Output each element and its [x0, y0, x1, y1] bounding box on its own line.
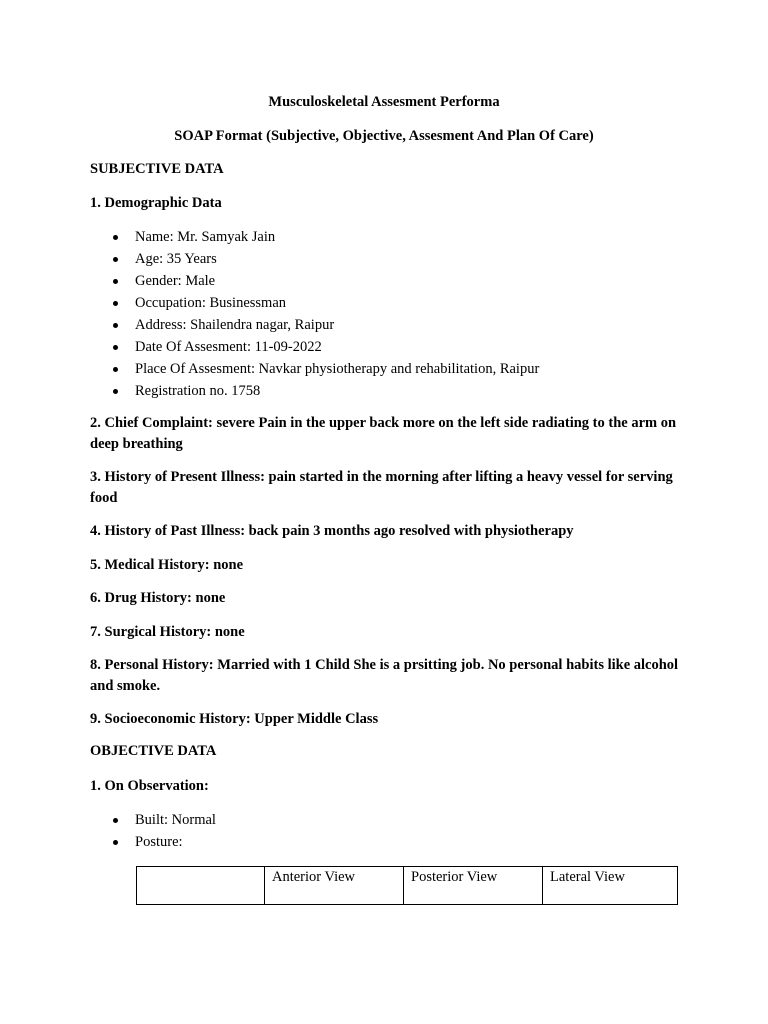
list-item: Address: Shailendra nagar, Raipur — [90, 314, 539, 336]
list-item: Registration no. 1758 — [90, 380, 539, 402]
bullet-icon — [113, 367, 118, 372]
socioeconomic-history: 9. Socioeconomic History: Upper Middle Class — [90, 711, 379, 727]
bullet-icon — [113, 301, 118, 306]
list-item: Built: Normal — [90, 809, 216, 831]
drug-history: 6. Drug History: none — [90, 590, 226, 606]
list-item: Name: Mr. Samyak Jain — [90, 226, 539, 248]
document-title: Musculoskeletal Assesment Performa — [268, 94, 500, 110]
list-item: Place Of Assesment: Navkar physiotherapy and rehabilitation, Raipur — [90, 358, 539, 380]
demographic-list — [90, 226, 539, 402]
list-item: Occupation: Businessman — [90, 292, 539, 314]
bullet-icon — [113, 279, 118, 284]
list-item: Posture: — [90, 831, 216, 853]
table-cell-empty — [137, 867, 265, 905]
objective-data-heading: OBJECTIVE DATA — [90, 743, 217, 759]
observation-list — [90, 809, 216, 853]
table-header-lateral-view: Lateral View — [543, 867, 678, 905]
posture-table — [136, 866, 678, 905]
chief-complaint: 2. Chief Complaint: severe Pain in the upper back more on the left side radiating to the arm on deep breathing — [90, 415, 677, 452]
bullet-icon — [113, 818, 118, 823]
list-item: Gender: Male — [90, 270, 539, 292]
document-subtitle: SOAP Format (Subjective, Objective, Assesment And Plan Of Care) — [174, 128, 594, 144]
bullet-icon — [113, 235, 118, 240]
bullet-icon — [113, 840, 118, 845]
observation-heading: 1. On Observation: — [90, 778, 209, 794]
table-row — [137, 867, 678, 905]
list-item: Age: 35 Years — [90, 248, 539, 270]
demographic-data-heading: 1. Demographic Data — [90, 195, 222, 211]
list-item: Date Of Assesment: 11-09-2022 — [90, 336, 539, 358]
surgical-history: 7. Surgical History: none — [90, 624, 245, 640]
subjective-data-heading: SUBJECTIVE DATA — [90, 161, 224, 177]
table-header-anterior-view: Anterior View — [265, 867, 404, 905]
bullet-icon — [113, 389, 118, 394]
bullet-icon — [113, 323, 118, 328]
past-illness-history: 4. History of Past Illness: back pain 3 months ago resolved with physiotherapy — [90, 523, 574, 539]
bullet-icon — [113, 345, 118, 350]
table-header-posterior-view: Posterior View — [404, 867, 543, 905]
medical-history: 5. Medical History: none — [90, 557, 244, 573]
bullet-icon — [113, 257, 118, 262]
present-illness-history: 3. History of Present Illness: pain started in the morning after lifting a heavy vessel for serving food — [90, 469, 673, 506]
personal-history: 8. Personal History: Married with 1 Child She is a prsitting job. No personal habits like alcohol and smoke. — [90, 657, 679, 694]
